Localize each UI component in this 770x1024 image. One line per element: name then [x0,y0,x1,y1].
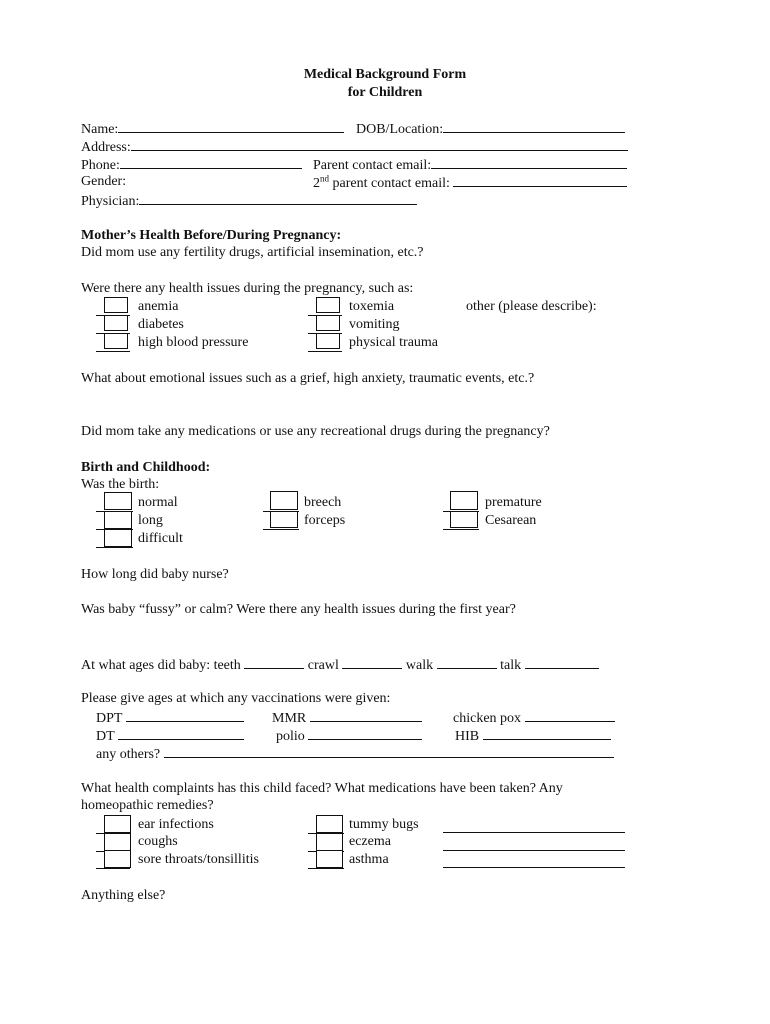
mmr-row [272,708,422,728]
forceps-checkbox[interactable] [270,511,298,528]
cesarean-label: Cesarean [485,513,537,528]
physical-trauma-label: physical trauma [349,335,439,350]
crawl-label: crawl [307,658,339,673]
toxemia-checkbox[interactable] [316,297,340,313]
coughs-label: coughs [138,834,178,849]
address-label: Address: [81,140,131,155]
teeth-label: At what ages did baby: teeth [81,658,241,673]
emotional-question: What about emotional issues such as a grief, high anxiety, traumatic events, etc.? [81,371,535,386]
ear-infections-checkbox[interactable] [104,815,131,833]
dob-row [356,119,625,139]
was-birth-label: Was the birth: [81,477,160,492]
phone-label: Phone: [81,158,120,173]
sore-throats-checkbox[interactable] [104,850,131,868]
mmr-field[interactable] [310,708,422,722]
address-field[interactable] [131,137,628,151]
second-parent-sup: nd [320,173,329,184]
phone-field[interactable] [120,155,302,169]
parent-email-row [313,155,627,175]
other-complaint-line-3[interactable] [443,867,625,868]
other-vaccinations-field[interactable] [164,744,614,758]
fussy-question: Was baby “fussy” or calm? Were there any health issues during the first year? [81,602,516,617]
anything-else-label: Anything else? [81,888,166,903]
dob-field[interactable] [443,119,625,133]
ear-infections-label: ear infections [138,817,214,832]
other-complaint-line-1[interactable] [443,832,625,833]
form-subtitle: for Children [347,85,423,100]
name-row [81,119,344,139]
premature-label: premature [485,495,542,510]
long-checkbox[interactable] [104,511,132,529]
parent-email-label: Parent contact email: [313,158,432,173]
high-blood-pressure-checkbox[interactable] [104,333,128,349]
hib-row [455,726,611,746]
vaccinations-question: Please give ages at which any vaccinations were given: [81,691,391,706]
complaints-question-line1: What health complaints has this child faced? What medications have been taken? Any [81,781,563,796]
long-label: long [138,513,163,528]
high-blood-pressure-label: high blood pressure [138,335,249,350]
parent-email-field[interactable] [431,155,627,169]
difficult-label: difficult [138,531,183,546]
physician-field[interactable] [139,191,417,205]
second-parent-email-field[interactable] [453,173,627,187]
polio-label: polio [276,729,305,744]
dt-field[interactable] [118,726,244,740]
other-vaccinations-label: any others? [96,747,161,762]
gender-label: Gender: [81,174,127,189]
walk-label: walk [405,658,434,673]
complaints-question-line2: homeopathic remedies? [81,798,214,813]
anemia-checkbox[interactable] [104,297,128,313]
name-field[interactable] [118,119,344,133]
name-label: Name: [81,122,119,137]
second-parent-label: parent contact email: [329,176,450,191]
asthma-label: asthma [349,852,389,867]
second-parent-email-row [313,173,627,193]
vomiting-checkbox[interactable] [316,315,340,331]
eczema-checkbox[interactable] [316,833,343,851]
asthma-checkbox[interactable] [316,850,343,868]
walk-field[interactable] [437,655,497,669]
coughs-checkbox[interactable] [104,833,131,851]
eczema-label: eczema [349,834,391,849]
toxemia-label: toxemia [349,299,395,314]
issues-question: Were there any health issues during the pregnancy, such as: [81,281,414,296]
breech-label: breech [304,495,342,510]
physical-trauma-checkbox[interactable] [316,333,340,349]
dpt-label: DPT [96,711,123,726]
form-title: Medical Background Form [303,67,467,82]
other-label: other (please describe): [466,299,597,314]
dob-label: DOB/Location: [356,122,444,137]
chicken-pox-field[interactable] [525,708,615,722]
hib-field[interactable] [483,726,611,740]
talk-label: talk [500,658,522,673]
nurse-question: How long did baby nurse? [81,567,229,582]
vomiting-label: vomiting [349,317,400,332]
pregnancy-heading: Mother’s Health Before/During Pregnancy: [81,228,342,243]
dt-row [96,726,244,746]
chicken-pox-label: chicken pox [453,711,522,726]
diabetes-checkbox[interactable] [104,315,128,331]
physician-label: Physician: [81,194,140,209]
milestones-row [81,655,599,675]
breech-checkbox[interactable] [270,491,298,510]
tummy-bugs-label: tummy bugs [349,817,419,832]
forceps-label: forceps [304,513,346,528]
normal-label: normal [138,495,178,510]
other-complaint-line-2[interactable] [443,850,625,851]
crawl-field[interactable] [342,655,402,669]
polio-field[interactable] [308,726,422,740]
other-vaccinations-row [96,744,614,764]
cesarean-checkbox[interactable] [450,511,478,528]
chicken-pox-row [453,708,615,728]
medications-question: Did mom take any medications or use any recreational drugs during the pregnancy? [81,424,550,439]
address-row [81,137,628,157]
mmr-label: MMR [272,711,307,726]
diabetes-label: diabetes [138,317,184,332]
birth-heading: Birth and Childhood: [81,460,211,475]
hib-label: HIB [455,729,480,744]
premature-checkbox[interactable] [450,491,478,510]
dt-label: DT [96,729,115,744]
physician-row [81,191,417,211]
dpt-row [96,708,244,728]
fertility-question: Did mom use any fertility drugs, artificial insemination, etc.? [81,245,424,260]
normal-checkbox[interactable] [104,492,132,510]
second-parent-prefix: 2 [313,176,320,191]
phone-row [81,155,302,175]
anemia-label: anemia [138,299,179,314]
talk-field[interactable] [525,655,599,669]
polio-row [276,726,422,746]
teeth-field[interactable] [244,655,304,669]
tummy-bugs-checkbox[interactable] [316,815,343,833]
difficult-checkbox[interactable] [104,529,132,547]
dpt-field[interactable] [126,708,244,722]
sore-throats-label: sore throats/tonsillitis [138,852,259,867]
